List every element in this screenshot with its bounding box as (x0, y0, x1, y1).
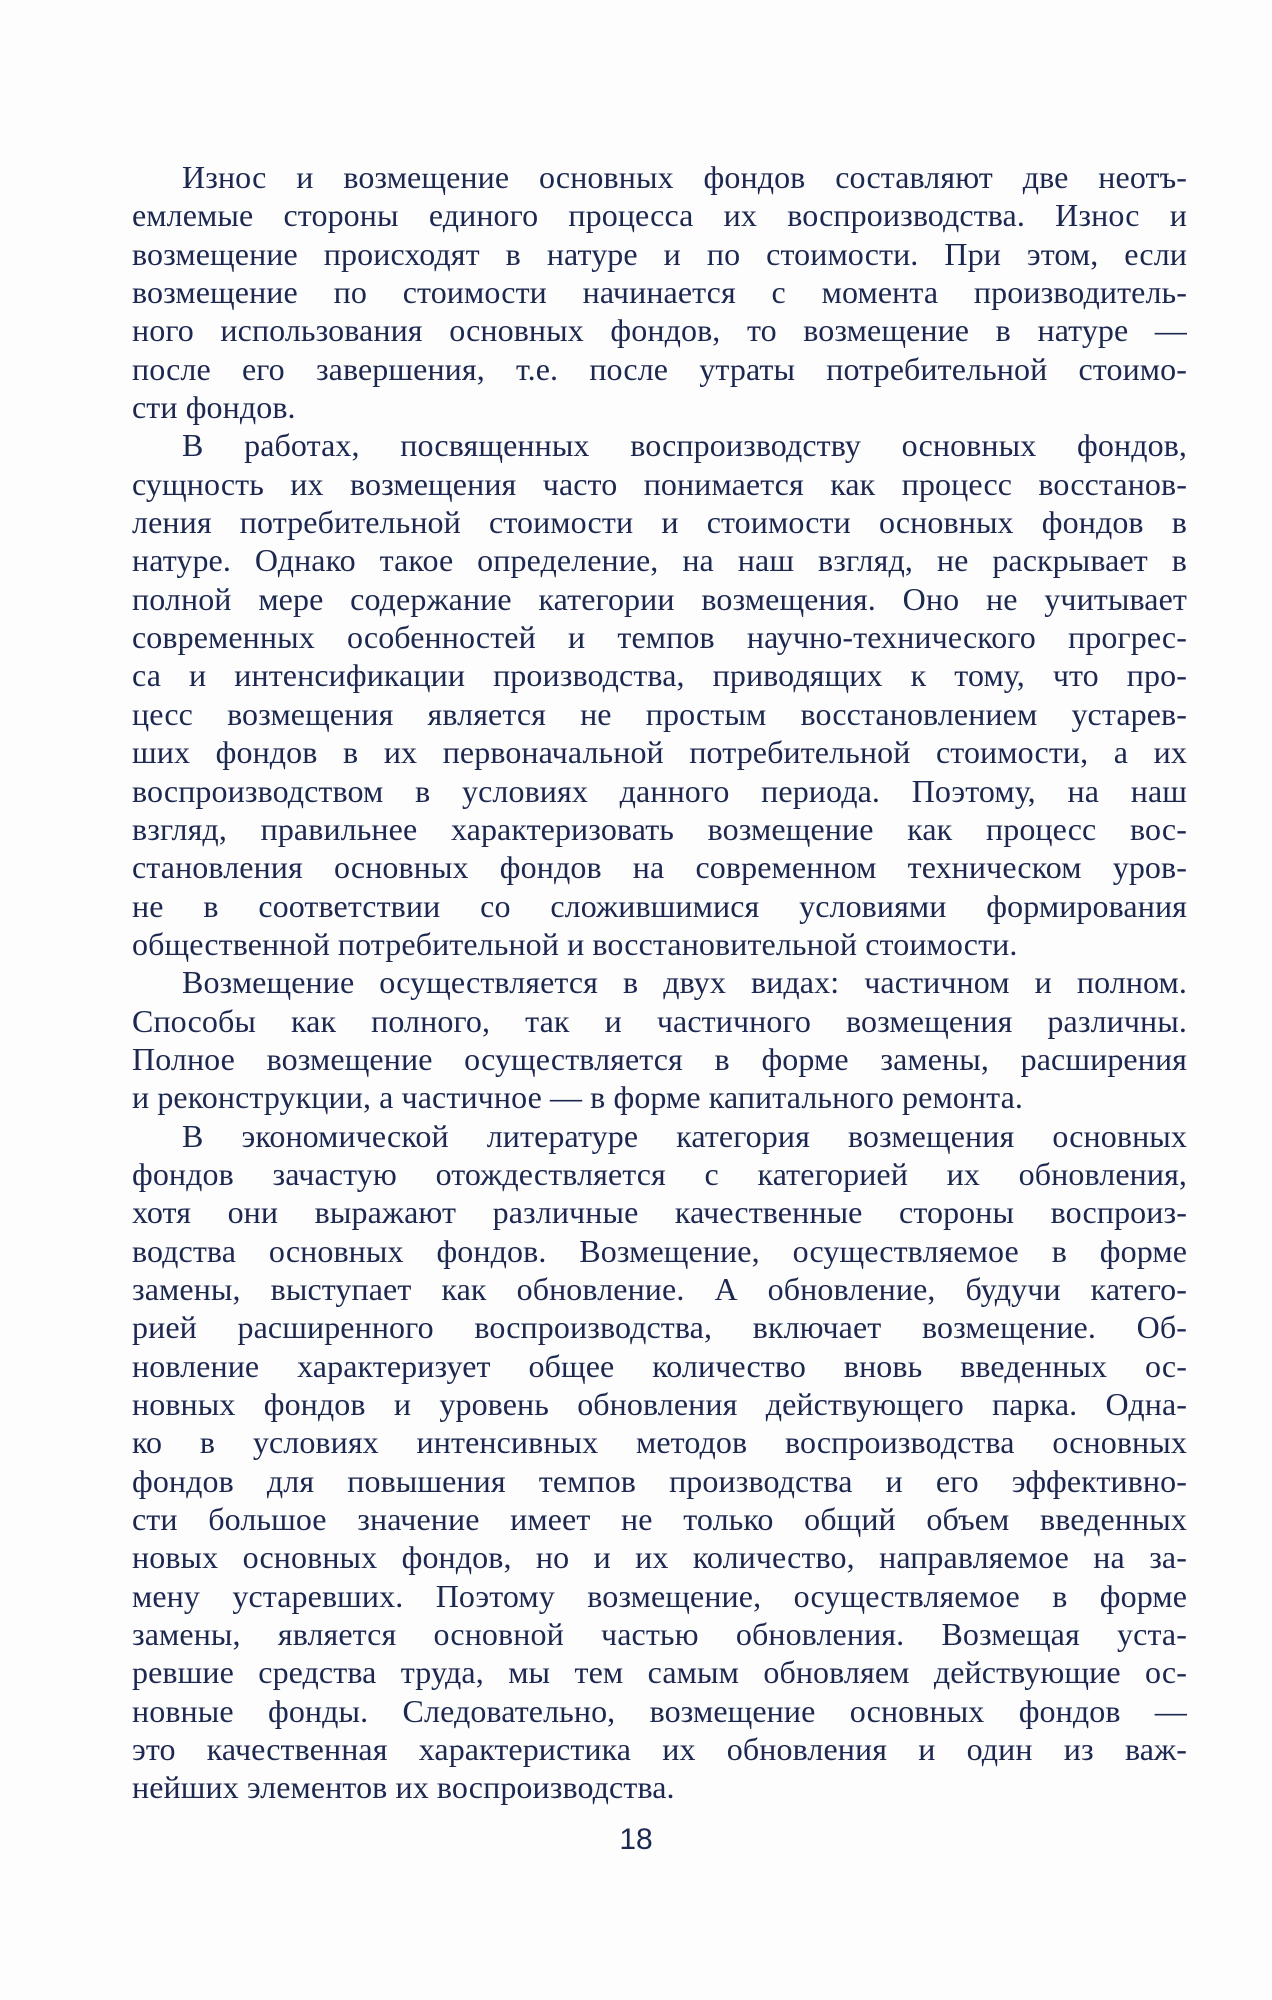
text-line: В работах, посвященных воспроизводству основных фондов, (182, 427, 1187, 464)
text-line: новные фонды. Следовательно, возмещение основных фондов — (132, 1692, 1187, 1729)
text-line: сущность их возмещения часто понимается как процесс восстанов- (132, 465, 1187, 502)
text-line: Полное возмещение осуществляется в форме замены, расширения (132, 1040, 1187, 1077)
text-line: мену устаревших. Поэтому возмещение, осуществляемое в форме (132, 1577, 1187, 1614)
text-line: Износ и возмещение основных фондов составляют две неотъ- (182, 159, 1187, 195)
text-line: новных фондов и уровень обновления действующего парка. Одна- (132, 1386, 1187, 1422)
text-line: не в соответствии со сложившимися условиями формирования (132, 887, 1187, 924)
text-line: это качественная характеристика их обновления и один из важ- (132, 1731, 1187, 1768)
text-line: ления потребительной стоимости и стоимости основных фондов в (132, 504, 1187, 541)
text-line: ко в условиях интенсивных методов воспроизводства основных (132, 1424, 1187, 1461)
text-line: замены, является основной частью обновления. Возмещая уста- (132, 1616, 1187, 1653)
text-line: воспроизводством в условиях данного периода. Поэтому, на наш (132, 772, 1187, 809)
text-line: са и интенсификации производства, приводящих к тому, что про- (132, 657, 1187, 694)
text-line: ревшие средства труда, мы тем самым обновляем действующие ос- (132, 1654, 1187, 1691)
text-line: взгляд, правильнее характеризовать возмещение как процесс вос- (132, 810, 1187, 847)
text-line: фондов для повышения темпов производства и его эффективно- (132, 1462, 1187, 1499)
text-line: водства основных фондов. Возмещение, осуществляемое в форме (132, 1232, 1187, 1269)
text-line: становления основных фондов на современном техническом уров- (132, 849, 1187, 886)
text-line: возмещение по стоимости начинается с момента производитель- (132, 274, 1187, 311)
text-line: емлемые стороны единого процесса их воспроизводства. Износ и (132, 197, 1187, 234)
page-number: 18 (619, 1823, 653, 1856)
text-line: натуре. Однако такое определение, на наш взгляд, не раскрывает в (132, 542, 1187, 579)
text-line: современных особенностей и темпов научно-технического прогрес- (132, 619, 1187, 656)
text-line: хотя они выражают различные качественные стороны воспроиз- (132, 1194, 1187, 1231)
text-line: цесс возмещения является не простым восстановлением устарев- (132, 695, 1187, 732)
text-line: полной мере содержание категории возмещения. Оно не учитывает (132, 580, 1187, 617)
text-line: после его завершения, т.е. после утраты потребительной стоимо- (132, 350, 1187, 387)
text-line: фондов зачастую отождествляется с категорией их обновления, (132, 1155, 1187, 1192)
text-line: нейших элементов их воспроизводства. (132, 1769, 675, 1806)
text-line: возмещение происходят в натуре и по стоимости. При этом, если (132, 235, 1187, 272)
text-line: Возмещение осуществляется в двух видах: частичном и полном. (182, 964, 1187, 1001)
text-line: сти фондов. (132, 389, 296, 426)
text-line: и реконструкции, а частичное — в форме капитального ремонта. (132, 1079, 1024, 1116)
text-line: сти большое значение имеет не только общий объем введенных (132, 1501, 1187, 1538)
text-line: ших фондов в их первоначальной потребительной стоимости, а их (132, 734, 1187, 771)
text-line: ного использования основных фондов, то возмещение в натуре — (132, 312, 1187, 349)
text-line: Способы как полного, так и частичного возмещения различны. (132, 1002, 1187, 1039)
text-line: новых основных фондов, но и их количество, направляемое на за- (132, 1539, 1187, 1576)
text-line: замены, выступает как обновление. А обновление, будучи катего- (132, 1270, 1187, 1307)
body-text (132, 158, 1187, 1807)
text-line: общественной потребительной и восстановительной стоимости. (132, 925, 1018, 962)
text-line: рией расширенного воспроизводства, включает возмещение. Об- (132, 1309, 1187, 1346)
text-line: В экономической литературе категория возмещения основных (182, 1117, 1187, 1154)
text-line: новление характеризует общее количество вновь введенных ос- (132, 1347, 1187, 1384)
